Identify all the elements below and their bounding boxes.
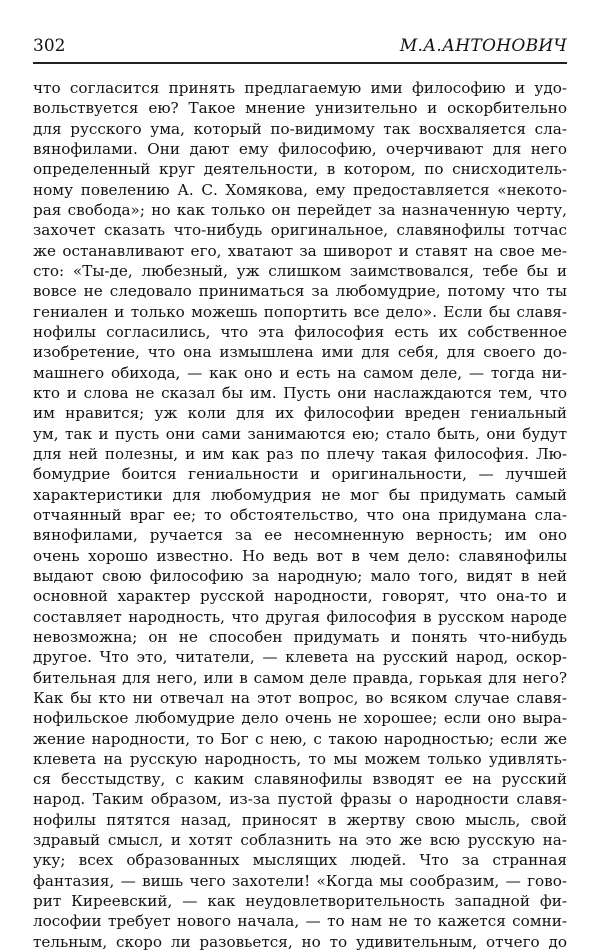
text-line: вянофилами. Они дают ему философию, очерчивают для него — [33, 139, 567, 158]
text-line: невозможна; он не способен придумать и понять что-нибудь — [33, 627, 567, 646]
text-line: бомудрие боится гениальности и оригинальности, — лучшей — [33, 465, 567, 484]
text-line: им нравится; уж коли для их философии вреден гениальный — [33, 404, 567, 423]
text-line: гениален и только можешь попортить все дело». Если бы славя- — [33, 302, 567, 321]
text-line: составляет народность, что другая философия в русском народе — [33, 607, 567, 626]
text-line: отчаянный враг ее; то обстоятельство, что она придумана сла- — [33, 505, 567, 524]
text-line: же останавливают его, хватают за шиворот и ставят на свое ме- — [33, 241, 567, 260]
text-line: что согласится принять предлагаемую ими философию и удо- — [33, 79, 567, 97]
text-line: кто и слова не сказал бы им. Пусть они наслаждаются тем, что — [33, 383, 567, 402]
header-rule — [33, 62, 567, 64]
text-line: клевета на русскую народность, то мы можем только удивлять- — [33, 749, 567, 768]
text-line: сто: «Ты-де, любезный, уж слишком заимствовался, тебе бы и — [33, 261, 567, 280]
text-line: нофильское любомудрие дело очень не хорошее; если оно выра- — [33, 709, 567, 728]
text-line: изобретение, что она измышлена ими для себя, для своего до- — [33, 343, 567, 362]
page-number: 302 — [33, 36, 66, 56]
text-line: народ. Таким образом, из-за пустой фразы о народности славя- — [33, 790, 567, 809]
text-line: для ней полезны, и им как раз по плечу такая философия. Лю- — [33, 444, 567, 463]
text-line: ному повелению А. С. Хомякова, ему предоставляется «некото- — [33, 180, 567, 199]
text-line: рая свобода»; но как только он перейдет за назначенную черту, — [33, 200, 567, 219]
text-line: здравый смысл, и хотят соблазнить на это же всю русскую на- — [33, 831, 567, 850]
text-line: характеристики для любомудрия не мог бы придумать самый — [33, 485, 567, 504]
text-line: вовсе не следовало приниматься за любомудрие, потому что ты — [33, 282, 567, 301]
text-line: другое. Что это, читатели, — клевета на русский народ, оскор- — [33, 648, 567, 667]
text-line: Как бы кто ни отвечал на этот вопрос, во всяком случае славя- — [33, 688, 567, 707]
text-line: основной характер русской народности, говорят, что она-то и — [33, 587, 567, 606]
body-text — [33, 78, 567, 952]
text-line: ум, так и пусть они сами занимаются ею; стало быть, они будут — [33, 424, 567, 443]
text-line: жение народности, то Бог с нею, с такою народностью; если же — [33, 729, 567, 748]
text-line: для русского ума, который по-видимому так восхваляется сла- — [33, 119, 567, 138]
text-line: бительная для него, или в самом деле правда, горькая для него? — [33, 668, 567, 687]
text-line: очень хорошо известно. Но ведь вот в чем дело: славянофилы — [33, 546, 567, 565]
text-line: фантазия, — вишь чего захотели! «Когда мы сообразим, — гово- — [33, 871, 567, 890]
running-head-author: М.А.АНТОНОВИЧ — [399, 36, 567, 56]
text-line: тельным, скоро ли разовьется, но то удивительным, отчего до — [33, 932, 567, 951]
text-line: нофилы согласились, что эта философия есть их собственное — [33, 322, 567, 341]
text-line: рит Киреевский, — как неудовлетворительность западной фи- — [33, 892, 567, 911]
text-line: вольствуется ею? Такое мнение унизительно и оскорбительно — [33, 99, 567, 118]
text-line: вянофилами, ручается за ее несомненную верность; им оно — [33, 526, 567, 545]
text-line: нофилы пятятся назад, приносят в жертву свою мысль, свой — [33, 810, 567, 829]
page-header — [33, 36, 567, 62]
text-line: уку; всех образованных мыслящих людей. Что за странная — [33, 851, 567, 870]
text-line: определенный круг деятельности, в котором, по снисходитель- — [33, 160, 567, 179]
text-line: выдают свою философию за народную; мало того, видят в ней — [33, 566, 567, 585]
text-line: захочет сказать что-нибудь оригинальное, славянофилы тотчас — [33, 221, 567, 240]
text-line: ся бесстыдству, с каким славянофилы взводят ее на русский — [33, 770, 567, 789]
text-line: машнего обихода, — как оно и есть на самом деле, — тогда ни- — [33, 363, 567, 382]
text-line: лософии требует нового начала, — то нам не то кажется сомни- — [33, 912, 567, 931]
